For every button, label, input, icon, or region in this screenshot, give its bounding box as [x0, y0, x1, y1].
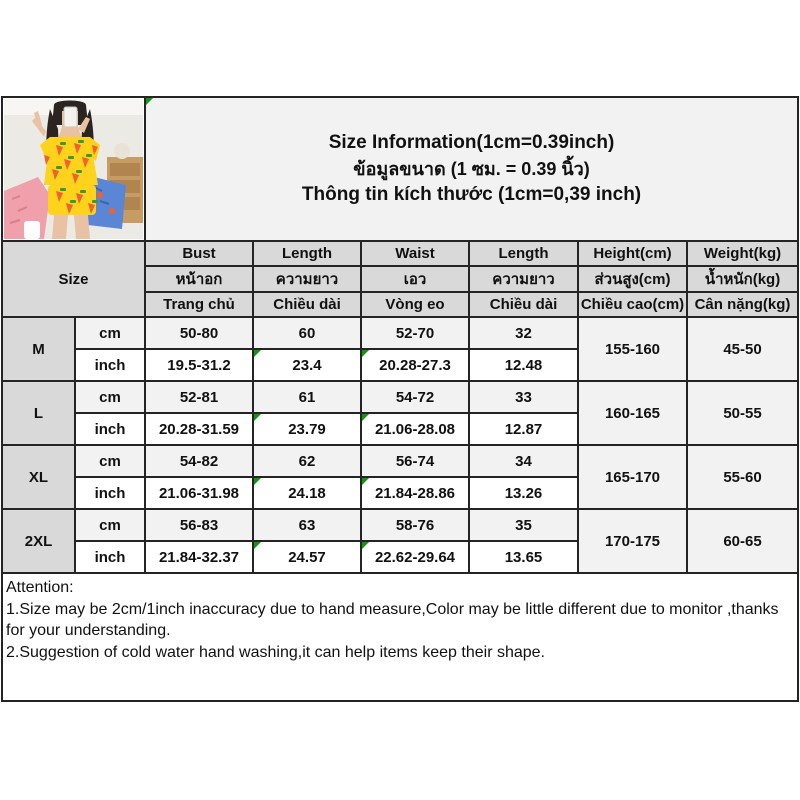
unit-inch-label: inch	[75, 349, 145, 381]
row-M-cm	[2, 317, 798, 349]
cell-L-cm-length: 61	[253, 381, 361, 413]
cell-XL-weight: 55-60	[687, 445, 798, 509]
cell-M-cm-waist: 52-70	[361, 317, 469, 349]
cell-M-inch-length2: 12.48	[469, 349, 578, 381]
unit-cm-label: cm	[75, 445, 145, 477]
cell-2XL-weight: 60-65	[687, 509, 798, 573]
size-table	[1, 96, 799, 574]
row-XL-cm	[2, 445, 798, 477]
cell-2XL-inch-bust: 21.84-32.37	[145, 541, 253, 573]
cell-M-cm-length2: 32	[469, 317, 578, 349]
attention-heading: Attention:	[6, 579, 74, 596]
row-L-cm	[2, 381, 798, 413]
cell-XL-inch-length2: 13.26	[469, 477, 578, 509]
cell-M-height: 155-160	[578, 317, 687, 381]
header-vi-length2: Chiều dài	[469, 292, 578, 317]
header-vi-bust: Trang chủ	[145, 292, 253, 317]
cell-2XL-cm-length2: 35	[469, 509, 578, 541]
cell-XL-inch-bust: 21.06-31.98	[145, 477, 253, 509]
attention-line-2: 2.Suggestion of cold water hand washing,it can help items keep their shape.	[6, 643, 545, 661]
header-th-weight: น้ำหนัก(kg)	[687, 266, 798, 292]
header-th-length: ความยาว	[253, 266, 361, 292]
cell-L-height: 160-165	[578, 381, 687, 445]
unit-cm-label: cm	[75, 509, 145, 541]
header-vi-length: Chiều dài	[253, 292, 361, 317]
size-label-XL: XL	[2, 445, 75, 509]
header-en-length: Length	[253, 241, 361, 266]
size-label-M: M	[2, 317, 75, 381]
cell-M-cm-bust: 50-80	[145, 317, 253, 349]
header-th-waist: เอว	[361, 266, 469, 292]
cell-L-inch-length2: 12.87	[469, 413, 578, 445]
title-english: Size Information(1cm=0.39inch)	[328, 132, 615, 153]
green-corner-marker-icon	[254, 478, 261, 485]
green-corner-marker-icon	[362, 542, 369, 549]
cell-2XL-cm-waist: 58-76	[361, 509, 469, 541]
header-th-height: ส่วนสูง(cm)	[578, 266, 687, 292]
cell-XL-inch-waist: 21.84-28.86	[361, 477, 469, 509]
header-vi-weight: Cân nặng(kg)	[687, 292, 798, 317]
size-chart-sheet	[1, 96, 799, 702]
title-cell	[145, 97, 798, 241]
cell-L-inch-length: 23.79	[253, 413, 361, 445]
header-en-height: Height(cm)	[578, 241, 687, 266]
header-en-waist: Waist	[361, 241, 469, 266]
cell-2XL-inch-length: 24.57	[253, 541, 361, 573]
cell-XL-cm-bust: 54-82	[145, 445, 253, 477]
header-en-bust: Bust	[145, 241, 253, 266]
cell-XL-height: 165-170	[578, 445, 687, 509]
pajama-model-illustration	[4, 99, 143, 239]
attention-line-1: 1.Size may be 2cm/1inch inaccuracy due to hand measure,Color may be little different due to monitor ,thanks for your understanding.	[6, 600, 779, 639]
green-corner-marker-icon	[254, 414, 261, 421]
cell-L-inch-bust: 20.28-31.59	[145, 413, 253, 445]
product-photo	[2, 97, 145, 241]
green-corner-marker-icon	[146, 98, 153, 105]
cell-2XL-height: 170-175	[578, 509, 687, 573]
cell-XL-cm-waist: 56-74	[361, 445, 469, 477]
cell-XL-inch-length: 24.18	[253, 477, 361, 509]
cell-2XL-inch-waist: 22.62-29.64	[361, 541, 469, 573]
header-en-weight: Weight(kg)	[687, 241, 798, 266]
cell-M-weight: 45-50	[687, 317, 798, 381]
cell-2XL-cm-bust: 56-83	[145, 509, 253, 541]
cell-2XL-cm-length: 63	[253, 509, 361, 541]
attention-note	[1, 574, 799, 702]
cell-L-inch-waist: 21.06-28.08	[361, 413, 469, 445]
green-corner-marker-icon	[362, 414, 369, 421]
size-label-L: L	[2, 381, 75, 445]
cell-XL-cm-length2: 34	[469, 445, 578, 477]
unit-inch-label: inch	[75, 477, 145, 509]
cell-L-weight: 50-55	[687, 381, 798, 445]
unit-cm-label: cm	[75, 317, 145, 349]
unit-cm-label: cm	[75, 381, 145, 413]
header-vi-waist: Vòng eo	[361, 292, 469, 317]
cell-2XL-inch-length2: 13.65	[469, 541, 578, 573]
title-vietnamese: Thông tin kích thước (1cm=0,39 inch)	[301, 184, 642, 205]
cell-M-inch-waist: 20.28-27.3	[361, 349, 469, 381]
row-2XL-cm	[2, 509, 798, 541]
green-corner-marker-icon	[362, 350, 369, 357]
header-th-bust: หน้าอก	[145, 266, 253, 292]
cell-M-inch-length: 23.4	[253, 349, 361, 381]
title-thai: ข้อมูลขนาด (1 ซม. = 0.39 นิ้ว)	[353, 159, 590, 179]
header-vi-height: Chiều cao(cm)	[578, 292, 687, 317]
cell-L-cm-length2: 33	[469, 381, 578, 413]
cell-XL-cm-length: 62	[253, 445, 361, 477]
cell-L-cm-waist: 54-72	[361, 381, 469, 413]
size-label-2XL: 2XL	[2, 509, 75, 573]
green-corner-marker-icon	[254, 350, 261, 357]
cell-M-inch-bust: 19.5-31.2	[145, 349, 253, 381]
header-th-length2: ความยาว	[469, 266, 578, 292]
cell-L-cm-bust: 52-81	[145, 381, 253, 413]
unit-inch-label: inch	[75, 413, 145, 445]
unit-inch-label: inch	[75, 541, 145, 573]
cell-M-cm-length: 60	[253, 317, 361, 349]
green-corner-marker-icon	[254, 542, 261, 549]
header-en-length2: Length	[469, 241, 578, 266]
green-corner-marker-icon	[362, 478, 369, 485]
size-corner-header: Size	[2, 241, 145, 317]
